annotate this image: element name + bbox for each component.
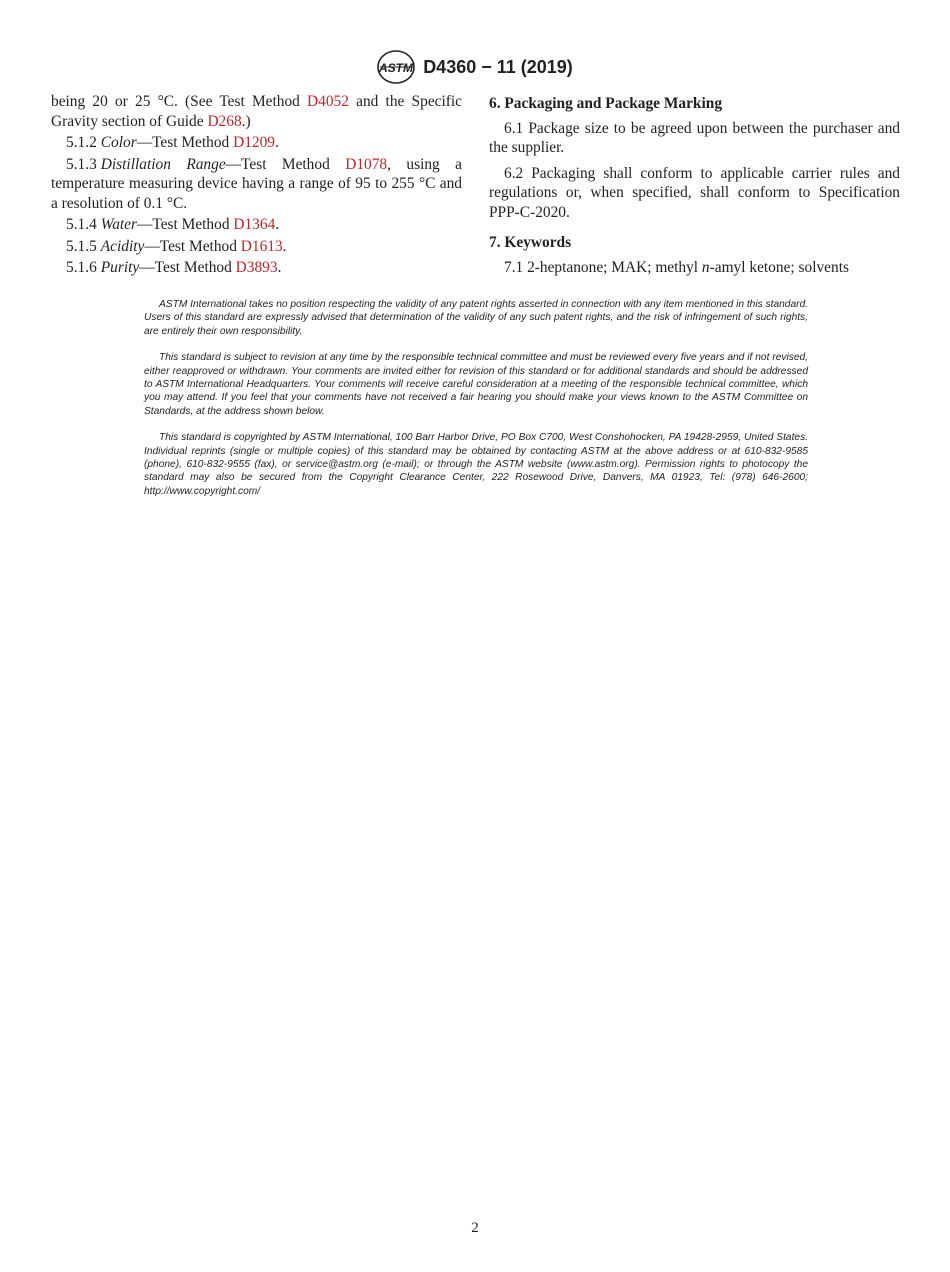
ref-d1613-link[interactable]: D1613 [240,237,283,255]
ref-d268-link[interactable]: D268 [207,112,242,130]
purity-paragraph: 5.1.6 Purity—Test Method D3893. [66,259,282,276]
section-6-heading: 6. Packaging and Package Marking [489,95,723,112]
left-column [51,92,462,280]
color-paragraph: 5.1.2 Color—Test Method D1209. [66,134,279,151]
revision-notice: This standard is subject to revision at any time by the responsible technical committee and must be reviewed every five years and if not revised, either reapproved or withdrawn. Your comments are invited either for revision of this standard or for additional standards and should be addressed to ASTM International Headquarters. Your comments will receive careful consideration at a meeting of the responsible technical committee, which you may attend. If you feel that your comments have not received a fair hearing you should make your views known to the ASTM Committee on Standards, at the address shown below. [144,352,808,417]
legal-notices [144,298,808,511]
water-paragraph: 5.1.4 Water—Test Method D1364. [66,216,280,233]
ref-d1078-link[interactable]: D1078 [345,155,388,173]
acidity-paragraph: 5.1.5 Acidity—Test Method D1613. [66,237,287,255]
astm-logo-icon [377,50,415,84]
gravity-paragraph: being 20 or 25 °C. (See Test Method D4052 and the Specific Gravity section of Guide D268.) [51,93,462,130]
section-7-heading: 7. Keywords [489,234,572,251]
standard-designation: D4360 − 11 (2019) [423,56,573,77]
ref-d1364-link[interactable]: D1364 [233,216,276,233]
page-header [0,50,950,84]
ref-d1209-link[interactable]: D1209 [233,134,275,151]
distillation-paragraph: 5.1.3 Distillation Range—Test Method D1078, using a temperature measuring device having a range of 95 to 255 °C and a resolution of 0.1 °C. [51,155,462,212]
ref-d4052-link[interactable]: D4052 [307,93,349,110]
patent-notice: ASTM International takes no position respecting the validity of any patent rights asserted in connection with any item mentioned in this standard. Users of this standard are expressly advised that determination of the validity of any such patent rights, and the risk of infringement of such rights, are entirely their own responsibility. [144,299,808,337]
ref-d3893-link[interactable]: D3893 [235,259,278,276]
right-column [489,92,900,279]
section-6-1-paragraph: 6.1 Package size to be agreed upon between the purchaser and the supplier. [489,119,900,156]
page-number: 2 [471,1220,479,1236]
svg-text:ASTM: ASTM [379,61,414,75]
section-6-2-paragraph: 6.2 Packaging shall conform to applicable carrier rules and regulations or, when specified, shall conform to Specification PPP-C-2020. [489,164,900,221]
section-7-1-paragraph: 7.1 2-heptanone; MAK; methyl n-amyl ketone; solvents [504,258,849,276]
copyright-notice: This standard is copyrighted by ASTM International, 100 Barr Harbor Drive, PO Box C700, West Conshohocken, PA 19428-2959, United States. Individual reprints (single or multiple copies) of this standard may be obtained by contacting ASTM at the above address or at 610-832-9585 (phone), 610-832-9555 (fax), or service@astm.org (e-mail); or through the ASTM website (www.astm.org). Permission rights to photocopy the standard may also be secured from the Copyright Clearance Center, 222 Rosewood Drive, Danvers, MA 01923, Tel: (978) 646-2600; http://www.copyright.com/ [144,432,808,497]
